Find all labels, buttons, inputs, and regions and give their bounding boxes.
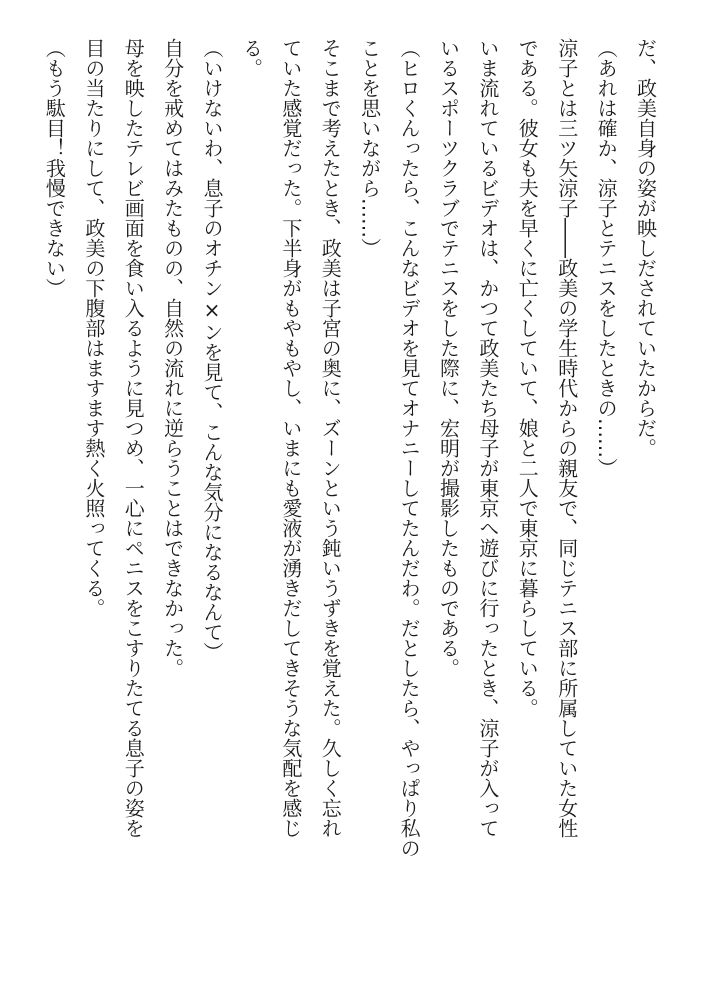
text-line: ことを思いながら……） (357, 38, 382, 258)
text-line: いるスポーツクラブでテニスをした際に、宏明が撮影したものである。 (436, 38, 461, 678)
text-line: （ヒロくんったら、こんなビデオを見てオナニーしてたんだわ。だとしたら、やっぱり私の (397, 38, 422, 858)
vertical-text-block (34, 38, 665, 978)
text-line: （あれは確か、涼子とテニスをしたときの……） (594, 38, 619, 478)
text-line: （いけないわ、息子のオチン×ンを見て、こんな気分になるなんて） (200, 38, 225, 662)
text-line: （もう駄目！我慢できない） (42, 38, 67, 298)
text-line: いま流れているビデオは、かつて政美たち母子が東京へ遊びに行ったとき、涼子が入って (475, 38, 500, 838)
text-line: である。彼女も夫を早くに亡くしていて、娘と二人で東京に暮らしている。 (515, 38, 540, 718)
text-line: 自分を戒めてはみたものの、自然の流れに逆らうことはできなかった。 (160, 38, 185, 678)
text-line: ていた感覚だった。下半身がもやもやし、いまにも愛液が湧きだしてきそうな気配を感じ (278, 38, 303, 838)
text-line: 涼子とは三ツ矢涼子――政美の学生時代からの親友で、同じテニス部に所属していた女性 (554, 38, 579, 838)
text-line: そこまで考えたとき、政美は子宮の奥に、ズーンという鈍いうずきを覚えた。久しく忘れ (318, 38, 343, 838)
text-line: る。 (239, 38, 264, 78)
text-line: 母を映したテレビ画面を食い入るように見つめ、一心にペニスをこすりたてる息子の姿を (121, 38, 146, 838)
text-line: だ、政美自身の姿が映しだされていたからだ。 (633, 38, 658, 458)
text-line: 目の当たりにして、政美の下腹部はますます熱く火照ってくる。 (81, 38, 106, 618)
